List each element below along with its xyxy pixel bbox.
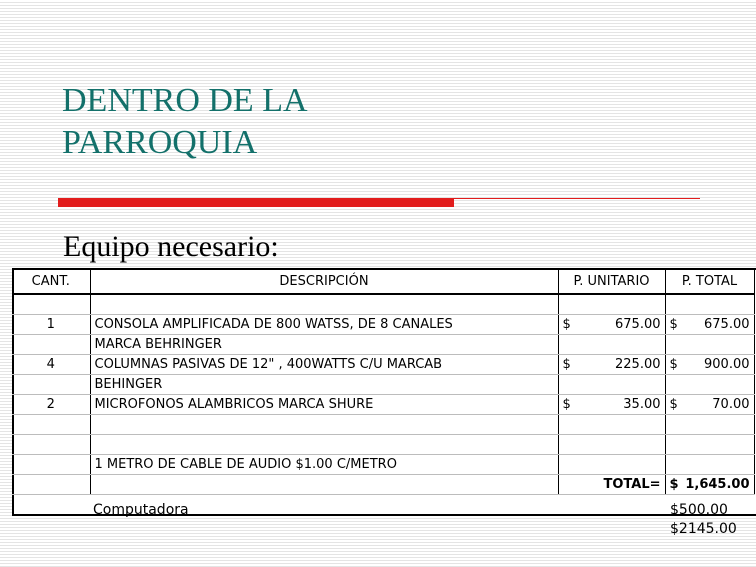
total-amount: 70.00 — [712, 396, 750, 412]
unit-amount: 675.00 — [615, 316, 661, 332]
row-qty: 4 — [12, 354, 90, 374]
title-divider-thin — [454, 198, 700, 199]
table-row — [12, 354, 754, 374]
row-qty — [12, 374, 90, 394]
row-qty: 2 — [12, 394, 90, 414]
header-qty: CANT. — [12, 270, 90, 294]
total-amount: 900.00 — [704, 356, 750, 372]
grand-total: $2145.00 — [670, 521, 737, 537]
row-qty — [12, 334, 90, 354]
row-qty — [12, 454, 90, 474]
row-unit-price — [558, 394, 665, 414]
header-total-price: P. TOTAL — [665, 270, 754, 294]
row-description: BEHINGER — [90, 374, 558, 394]
table-row — [12, 394, 754, 414]
row-description: MARCA BEHRINGER — [90, 334, 558, 354]
table-header-row — [12, 270, 754, 294]
currency-sign: $ — [562, 316, 571, 332]
slide-subtitle: Equipo necesario: — [63, 230, 279, 263]
grand-table-total — [665, 474, 754, 494]
row-total-price — [665, 354, 754, 374]
table-row — [12, 314, 754, 334]
table-row — [12, 334, 754, 354]
table-row-empty — [12, 434, 754, 454]
total-label: TOTAL= — [558, 474, 665, 494]
row-total-price — [665, 454, 754, 474]
row-unit-price — [558, 454, 665, 474]
slide-title-line-1: DENTRO DE LA — [62, 82, 308, 119]
currency-sign: $ — [669, 356, 678, 372]
header-unit-price: P. UNITARIO — [558, 270, 665, 294]
currency-sign: $ — [669, 316, 678, 332]
table-row — [12, 374, 754, 394]
currency-sign: $ — [669, 396, 678, 412]
table-row-empty — [12, 414, 754, 434]
currency-sign: $ — [562, 356, 571, 372]
total-amount: 675.00 — [704, 316, 750, 332]
unit-amount: 225.00 — [615, 356, 661, 372]
title-divider-thick — [58, 198, 454, 207]
row-total-price — [665, 374, 754, 394]
unit-amount: 35.00 — [623, 396, 661, 412]
row-total-price — [665, 394, 754, 414]
row-unit-price — [558, 354, 665, 374]
row-unit-price — [558, 334, 665, 354]
currency-sign: $ — [562, 396, 571, 412]
row-description: MICROFONOS ALAMBRICOS MARCA SHURE — [90, 394, 558, 414]
slide-title — [62, 80, 482, 164]
header-description: DESCRIPCIÓN — [90, 270, 558, 294]
row-qty: 1 — [12, 314, 90, 334]
row-unit-price — [558, 314, 665, 334]
extra-item-name: Computadora — [93, 502, 189, 518]
extra-item-price: $500.00 — [670, 502, 728, 518]
slide-title-line-2: PARROQUIA — [62, 124, 258, 161]
row-total-price — [665, 314, 754, 334]
table-row — [12, 454, 754, 474]
row-description: COLUMNAS PASIVAS DE 12" , 400WATTS C/U MARCAB — [90, 354, 558, 374]
row-unit-price — [558, 374, 665, 394]
row-description: 1 METRO DE CABLE DE AUDIO $1.00 C/METRO — [90, 454, 558, 474]
currency-sign: $ — [669, 476, 679, 492]
table-row-empty — [12, 294, 754, 314]
row-description: CONSOLA AMPLIFICADA DE 800 WATSS, DE 8 CANALES — [90, 314, 558, 334]
equipment-table — [12, 270, 755, 495]
table-total-row — [12, 474, 754, 494]
total-amount: 1,645.00 — [685, 476, 750, 492]
row-total-price — [665, 334, 754, 354]
